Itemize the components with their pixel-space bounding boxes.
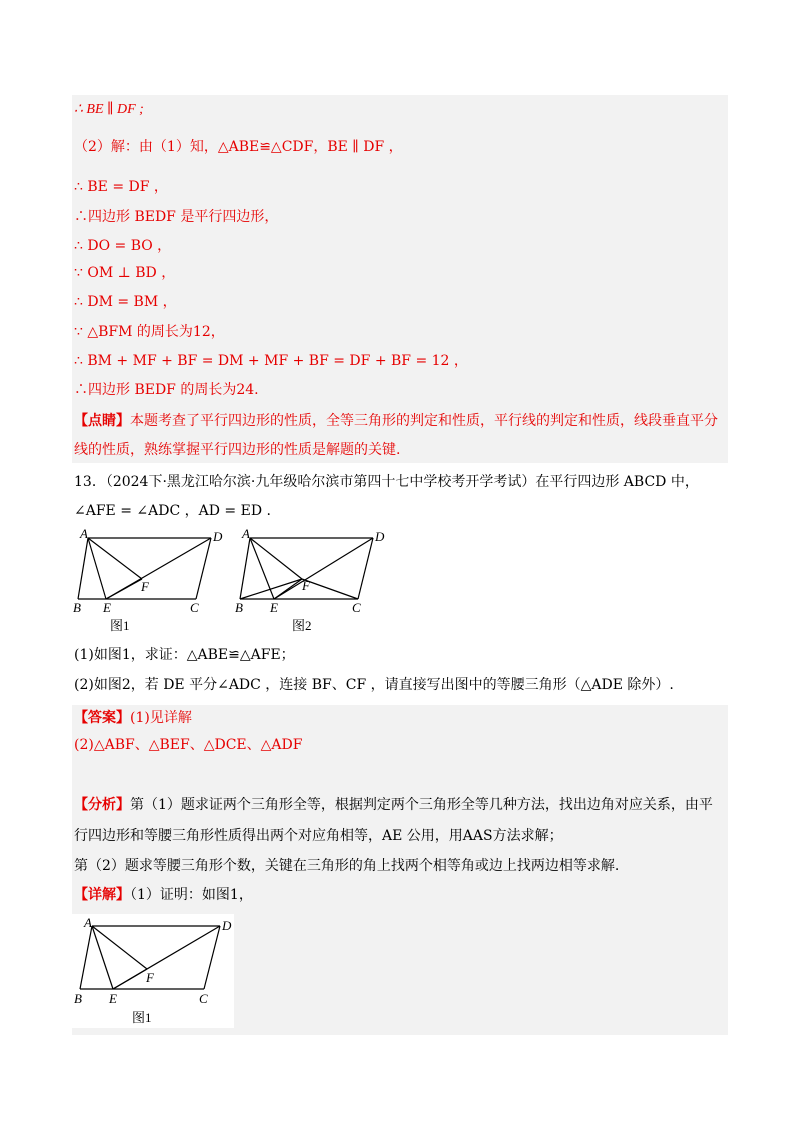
fig2-label-A: A	[242, 528, 250, 541]
fig2-label-C: C	[352, 600, 361, 615]
fig1-label-D: D	[213, 529, 223, 544]
sol-line-4: ∴四边形 BEDF 是平行四边形，	[74, 209, 279, 225]
question-2: (2)如图2，若 DE 平分∠ADC ，连接 BF、CF ，请直接写出图中的等腰三角形（△ADE 除外）.	[74, 677, 674, 693]
comment-line-1	[74, 411, 718, 431]
fig3-label-C: C	[199, 991, 208, 1006]
answer-line-2: (2)△ABF、△BEF、△DCE、△ADF	[74, 737, 303, 753]
fig3-label-B: B	[74, 991, 82, 1006]
answer-line-1	[74, 708, 192, 728]
answer-1: (1)见详解	[130, 710, 192, 726]
fig1-label-E: E	[103, 600, 111, 615]
fig1-label-F: F	[141, 579, 149, 594]
analysis-line-3: 第（2）题求等腰三角形个数，关键在三角形的角上找两个相等角或边上找两边相等求解.	[74, 858, 620, 874]
detail-line-1	[74, 885, 253, 905]
sol-line-3: ∴ BE = DF ，	[74, 179, 168, 195]
fig1-label-A: A	[80, 528, 88, 541]
fig2-label-D: D	[375, 529, 385, 544]
fig2-label-E: E	[270, 600, 278, 615]
problem-line-2: ∠AFE = ∠ADC ，AD = ED .	[74, 503, 271, 519]
fig1-label-B: B	[73, 600, 81, 615]
fig1-label-C: C	[190, 600, 199, 615]
detail-text-1: （1）证明：如图1，	[130, 887, 253, 903]
analysis-text-1: 第（1）题求证两个三角形全等，根据判定两个三角形全等几种方法，找出边角对应关系，由平	[130, 797, 713, 813]
sol-line-6: ∵ OM ⊥ BD ，	[74, 265, 176, 281]
sol-line-9: ∴ BM + MF + BF = DM + MF + BF = DF + BF = 12 ，	[74, 353, 468, 369]
fig2-label-F: F	[302, 578, 310, 593]
fig3-caption: 图1	[132, 1010, 152, 1025]
question-1: (1)如图1，求证：△ABE≌△AFE；	[74, 647, 295, 663]
fig3-label-D: D	[222, 918, 232, 933]
comment-line-2: 线的性质，熟练掌握平行四边形的性质是解题的关键.	[74, 442, 401, 458]
figure-1	[68, 528, 238, 638]
sol-line-5: ∴ DO = BO ，	[74, 238, 172, 254]
comment-tag: 【点睛】	[74, 413, 130, 429]
sol-line-10: ∴四边形 BEDF 的周长为24.	[74, 382, 259, 398]
analysis-line-1	[74, 795, 713, 815]
sol-line-1: ∴ BE ∥ DF ;	[74, 102, 144, 117]
figure-2	[230, 528, 400, 638]
figure-3	[68, 914, 238, 1030]
detail-tag: 【详解】	[74, 887, 130, 903]
fig2-label-B: B	[235, 600, 243, 615]
fig3-label-E: E	[109, 991, 117, 1006]
sol-line-8: ∵ △BFM 的周长为12，	[74, 324, 225, 340]
fig3-label-A: A	[84, 915, 92, 930]
fig1-caption: 图1	[110, 618, 130, 633]
comment-text-1: 本题考查了平行四边形的性质，全等三角形的判定和性质，平行线的判定和性质，线段垂直平分	[130, 413, 718, 429]
answer-tag: 【答案】	[74, 710, 130, 726]
sol-line-7: ∴ DM = BM ，	[74, 294, 177, 310]
analysis-line-2: 行四边形和等腰三角形性质得出两个对应角相等，AE 公用，用AAS方法求解；	[74, 828, 563, 844]
analysis-tag: 【分析】	[74, 797, 130, 813]
sol-line-2: （2）解：由（1）知，△ABE≌△CDF，BE ∥ DF ，	[74, 139, 403, 155]
fig3-label-F: F	[146, 970, 154, 985]
problem-line-1: 13．（2024下·黑龙江哈尔滨·九年级哈尔滨市第四十七中学校考开学考试）在平行四边形 ABCD 中，	[74, 474, 699, 490]
fig2-caption: 图2	[292, 618, 312, 633]
